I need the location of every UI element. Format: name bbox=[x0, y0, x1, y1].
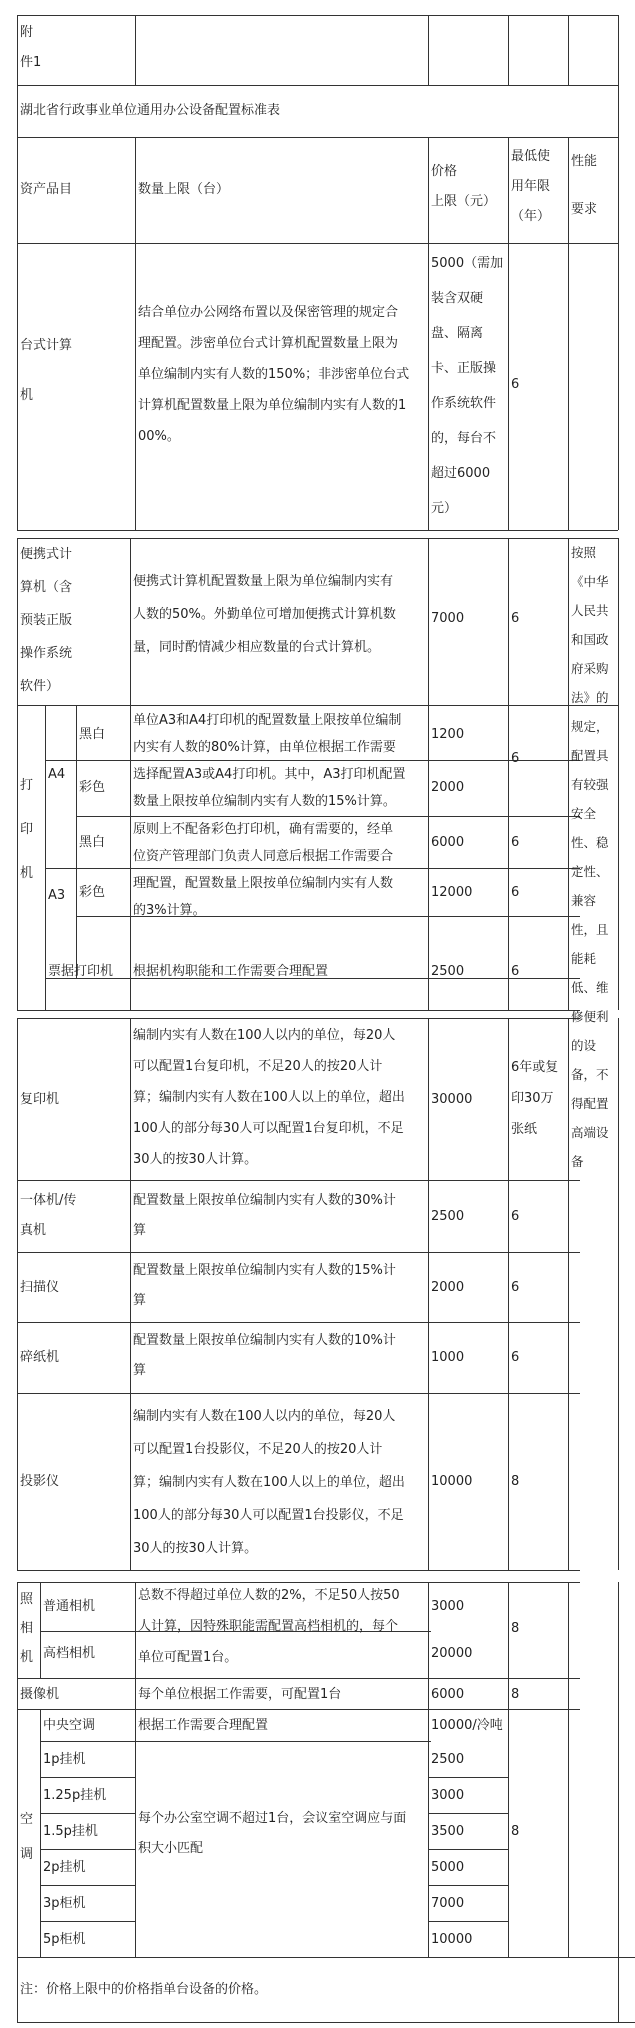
copier-price: 30000 bbox=[431, 1092, 473, 1107]
shredder-years: 6 bbox=[511, 1350, 520, 1365]
scanner-price: 2000 bbox=[431, 1280, 465, 1295]
header-years: 最低使 用年限 （年） bbox=[511, 149, 551, 224]
page-title: 湖北省行政事业单位通用办公设备配置标准表 bbox=[20, 103, 281, 118]
camera-normal: 普通相机 bbox=[43, 1599, 96, 1614]
fax-price: 2500 bbox=[431, 1209, 465, 1224]
ac-item: 5p柜机 bbox=[43, 1932, 86, 1947]
ac-item: 1.5p挂机 bbox=[43, 1824, 98, 1839]
printer-a4-years: 6 bbox=[511, 751, 520, 766]
camera-years: 8 bbox=[511, 1621, 520, 1636]
printer-name: 打 印 机 bbox=[20, 778, 34, 881]
ac-item: 1p挂机 bbox=[43, 1752, 86, 1767]
laptop-years: 6 bbox=[511, 611, 520, 626]
printer-a3-bw-years: 6 bbox=[511, 835, 520, 850]
ac-central-price: 10000/冷吨 bbox=[431, 1718, 503, 1733]
scanner-name: 扫描仪 bbox=[20, 1280, 60, 1295]
ac-item-price: 2500 bbox=[431, 1752, 465, 1767]
camera-rule: 总数不得超过单位人数的2%，不足50人按50 人计算，因特殊职能需配置高档相机的，每个 单位可配置1台。 bbox=[138, 1588, 400, 1665]
ac-item-price: 3500 bbox=[431, 1824, 465, 1839]
header-quantity: 数量上限（台） bbox=[138, 182, 230, 197]
camera-name: 照 相 机 bbox=[20, 1592, 34, 1665]
printer-a3-color-price: 12000 bbox=[431, 885, 473, 900]
projector-rule: 编制内实有人数在100人以内的单位，每20人 可以配置1台投影仪，不足20人的按20人计 算；编制内实有人数在100人以上的单位，超出 100人的部分每30人可以配置1台投影仪，不足 30人的按30人计算。 bbox=[133, 1409, 405, 1556]
camera-normal-price: 3000 bbox=[431, 1599, 465, 1614]
printer-a3-rule: 原则上不配备彩色打印机，确有需要的，经单 位资产管理部门负责人同意后根据工作需要合 理配置，配置数量上限按单位编制内实有人数 的3%计算。 bbox=[133, 822, 394, 918]
ac-item-price: 5000 bbox=[431, 1860, 465, 1875]
ac-rule: 每个办公室空调不超过1台，会议室空调应与面 积大小匹配 bbox=[138, 1811, 407, 1856]
video-camera-name: 摄像机 bbox=[20, 1687, 60, 1702]
video-camera-years: 8 bbox=[511, 1687, 520, 1702]
copier-name: 复印机 bbox=[20, 1092, 60, 1107]
scanner-years: 6 bbox=[511, 1280, 520, 1295]
video-camera-rule: 每个单位根据工作需要，可配置1台 bbox=[138, 1687, 342, 1702]
printer-a4-color-price: 2000 bbox=[431, 780, 465, 795]
fax-rule: 配置数量上限按单位编制内实有人数的30%计 算 bbox=[133, 1193, 396, 1238]
copier-rule: 编制内实有人数在100人以内的单位，每20人 可以配置1台复印机，不足20人的按20人计 算；编制内实有人数在100人以上的单位，超出 100人的部分每30人可以配置1台复印机，不足 30人的按30人计算。 bbox=[133, 1028, 405, 1167]
laptop-rule: 便携式计算机配置数量上限为单位编制内实有 人数的50%。外勤单位可增加便携式计算机数 量，同时酌情减少相应数量的台式计算机。 bbox=[133, 574, 396, 655]
attachment-label: 附 件1 bbox=[20, 25, 42, 70]
shredder-name: 碎纸机 bbox=[20, 1350, 60, 1365]
printer-a3-bw-price: 6000 bbox=[431, 835, 465, 850]
ac-name: 空 调 bbox=[20, 1812, 34, 1862]
camera-pro-price: 20000 bbox=[431, 1646, 473, 1661]
footnote: 注：价格上限中的价格指单台设备的价格。 bbox=[20, 1982, 268, 1997]
printer-a3-label: A3 bbox=[48, 888, 66, 903]
shredder-price: 1000 bbox=[431, 1350, 465, 1365]
receipt-printer-name: 票据打印机 bbox=[48, 964, 114, 979]
header-performance: 性能 要求 bbox=[571, 154, 598, 217]
projector-years: 8 bbox=[511, 1474, 520, 1489]
fax-name: 一体机/传 真机 bbox=[20, 1193, 77, 1238]
printer-a4-rule: 单位A3和A4打印机的配置数量上限按单位编制 内实有人数的80%计算，由单位根据工作需要 选择配置A3或A4打印机。其中，A3打印机配置 数量上限按单位编制内实有人数的15%计算。 bbox=[133, 713, 406, 809]
printer-a4-bw: 黑白 bbox=[79, 727, 106, 742]
desktop-price: 5000（需加 装含双硬 盘、隔离 卡、正版操 作系统软件 的，每台不 超过6000 元） bbox=[431, 256, 504, 516]
laptop-name: 便携式计 算机（含 预装正版 操作系统 软件） bbox=[20, 547, 73, 694]
camera-pro: 高档相机 bbox=[43, 1646, 96, 1661]
fax-years: 6 bbox=[511, 1209, 520, 1224]
ac-item: 3p柜机 bbox=[43, 1896, 86, 1911]
printer-a4-bw-price: 1200 bbox=[431, 727, 465, 742]
ac-item-price: 3000 bbox=[431, 1788, 465, 1803]
ac-item-price: 10000 bbox=[431, 1932, 473, 1947]
ac-years: 8 bbox=[511, 1824, 520, 1839]
desktop-years: 6 bbox=[511, 377, 520, 392]
ac-central-rule: 根据工作需要合理配置 bbox=[138, 1718, 269, 1733]
header-price: 价格 上限（元） bbox=[431, 164, 497, 209]
projector-price: 10000 bbox=[431, 1474, 473, 1489]
copier-years: 6年或复 印30万 张纸 bbox=[511, 1060, 559, 1137]
receipt-printer-price: 2500 bbox=[431, 964, 465, 979]
desktop-name: 台式计算 机 bbox=[20, 338, 73, 403]
ac-central: 中央空调 bbox=[43, 1718, 96, 1733]
printer-a3-bw: 黑白 bbox=[79, 835, 106, 850]
projector-name: 投影仪 bbox=[20, 1474, 60, 1489]
printer-a3-color-years: 6 bbox=[511, 885, 520, 900]
printer-a3-color: 彩色 bbox=[79, 885, 106, 900]
receipt-printer-rule: 根据机构职能和工作需要合理配置 bbox=[133, 964, 329, 979]
laptop-price: 7000 bbox=[431, 611, 465, 626]
printer-a4-color: 彩色 bbox=[79, 780, 106, 795]
header-category: 资产品目 bbox=[20, 182, 73, 197]
desktop-rule: 结合单位办公网络布置以及保密管理的规定合 理配置。涉密单位台式计算机配置数量上限为 单位编制内实有人数的150%；非涉密单位台式 计算机配置数量上限为单位编制内实有人数的1 00%。 bbox=[138, 305, 410, 444]
printer-a4-label: A4 bbox=[48, 767, 66, 782]
shredder-rule: 配置数量上限按单位编制内实有人数的10%计 算 bbox=[133, 1333, 396, 1378]
receipt-printer-years: 6 bbox=[511, 964, 520, 979]
ac-item: 1.25p挂机 bbox=[43, 1788, 107, 1803]
performance-requirement: 按照 《中华 人民共 和国政 府采购 法》的 规定， 配置具 有较强 安全 性、稳 定性、 兼容 性，且 能耗 低、维 修便利 的设 备，不 得配置 高端设 备 bbox=[571, 545, 609, 1169]
scanner-rule: 配置数量上限按单位编制内实有人数的15%计 算 bbox=[133, 1263, 396, 1308]
ac-item-price: 7000 bbox=[431, 1896, 465, 1911]
ac-item: 2p挂机 bbox=[43, 1860, 86, 1875]
video-camera-price: 6000 bbox=[431, 1687, 465, 1702]
